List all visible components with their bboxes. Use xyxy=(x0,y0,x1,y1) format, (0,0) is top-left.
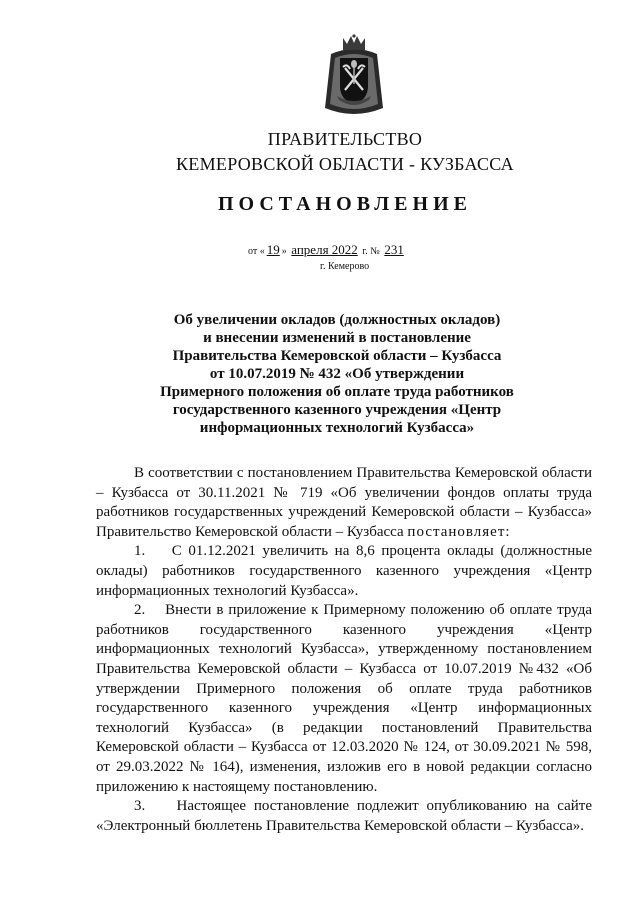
title-line: от 10.07.2019 № 432 «Об утверждении xyxy=(209,366,465,382)
date-month-year: апреля 2022 xyxy=(291,242,358,257)
date-prefix: от « xyxy=(248,246,265,257)
preamble-decides: постановляет: xyxy=(407,523,511,540)
preamble-text: В соответствии с постановлением Правительства Кемеровской области – Кузбасса от 30.11.2021 № 719 «Об увеличении фондов оплаты труда работников государственных учреждений Кемеровской области – Кузбасса» Правительство Кемеровской области – Кузбасса xyxy=(96,465,592,540)
decree-body xyxy=(96,464,592,836)
title-line: Примерного положения об оплате труда работников xyxy=(160,384,514,400)
kemerovo-coat-of-arms-icon xyxy=(323,34,385,120)
preamble-paragraph xyxy=(96,464,592,542)
title-line: государственного казенного учреждения «Центр xyxy=(172,402,502,418)
title-line: Об увеличении окладов (должностных окладов) xyxy=(173,312,501,328)
decree-title xyxy=(150,311,524,437)
city-name: г. Кемерово xyxy=(320,261,370,272)
title-line: и внесении изменений в постановление xyxy=(203,330,471,346)
title-line: информационных технологий Кузбасса» xyxy=(199,420,475,436)
document-type: ПОСТАНОВЛЕНИЕ xyxy=(218,193,472,215)
date-day: 19 xyxy=(266,242,280,257)
date-year-suffix: г. № xyxy=(362,246,380,257)
item-2-paragraph: 2. Внести в приложение к Примерному положению об оплате труда работников государственного казенного учреждения «Центр информационных технологий Кузбасса», утвержденному постановлением Правительства Кемеровской области – Кузбасса от 10.07.2019 №432 «Об утверждении Примерного положения об оплате труда работников государственного казенного учреждения «Центр информационных технологий Кузбасса» (в редакции постановлений Правительства Кемеровской области – Кузбасса от 12.03.2020 № 124, от 30.09.2021 № 598, от 29.03.2022 № 164), изменения, изложив его в новой редакции согласно приложению к настоящему постановлению. xyxy=(96,602,592,795)
government-name-line2: КЕМЕРОВСКОЙ ОБЛАСТИ - КУЗБАССА xyxy=(176,154,514,174)
item-1-paragraph: 1. С 01.12.2021 увеличить на 8,6 процента оклады (должностные оклады) работников государственного казенного учреждения «Центр информационных технологий Кузбасса». xyxy=(96,543,592,599)
date-mid: » xyxy=(281,246,287,257)
government-name-line1: ПРАВИТЕЛЬСТВО xyxy=(267,129,423,149)
item-3-paragraph: 3. Настоящее постановление подлежит опубликованию на сайте «Электронный бюллетень Правительства Кемеровской области – Кузбасса». xyxy=(96,798,592,834)
title-line: Правительства Кемеровской области – Кузбасса xyxy=(172,348,502,364)
decree-number: 231 xyxy=(384,242,404,257)
date-number-line xyxy=(248,242,406,258)
